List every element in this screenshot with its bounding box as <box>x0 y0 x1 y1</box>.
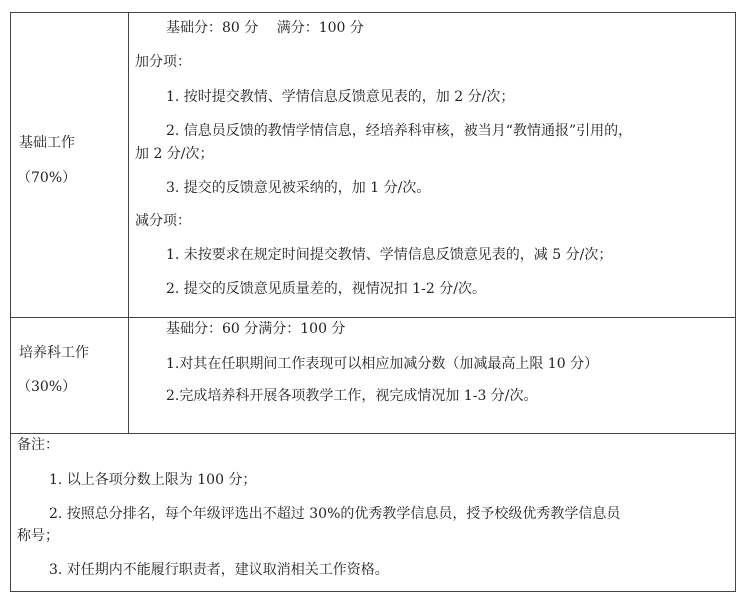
evaluation-table <box>10 12 736 592</box>
remark-item: 2. 按照总分排名，每个年级评选出不超过 30%的优秀教学信息员，授予校级优秀教学信息员 <box>49 506 621 522</box>
section1-sub-heading: 减分项： <box>135 213 191 229</box>
sub-item: 2. 提交的反馈意见质量差的，视情况扣 1-2 分/次。 <box>166 281 486 297</box>
row-divider <box>11 433 735 434</box>
remarks-heading: 备注： <box>17 437 59 453</box>
add-item: 2. 信息员反馈的教情学情信息，经培养科审核，被当月“教情通报”引用的， <box>166 123 633 139</box>
section2-score-line: 基础分：60 分满分：100 分 <box>166 321 346 337</box>
section1-score-line: 基础分：80 分 满分：100 分 <box>166 20 364 36</box>
remark-item-continuation: 称号； <box>17 528 59 544</box>
section2-item: 2.完成培养科开展各项教学工作，视完成情况加 1-3 分/次。 <box>166 388 538 404</box>
remark-item: 3. 对任期内不能履行职责者，建议取消相关工作资格。 <box>49 562 389 578</box>
sub-item: 1. 未按要求在规定时间提交教情、学情信息反馈意见表的，减 5 分/次； <box>166 247 613 263</box>
remark-item: 1. 以上各项分数上限为 100 分； <box>49 472 257 488</box>
add-item: 3. 提交的反馈意见被采纳的，加 1 分/次。 <box>166 180 431 196</box>
section2-label: 培养科工作 <box>19 345 89 361</box>
section1-percent: （70%） <box>17 170 77 186</box>
section1-add-heading: 加分项： <box>135 54 191 70</box>
section2-percent: （30%） <box>17 379 77 395</box>
column-divider <box>128 13 129 433</box>
add-item: 1. 按时提交教情、学情信息反馈意见表的，加 2 分/次； <box>166 89 515 105</box>
section1-label: 基础工作 <box>19 135 75 151</box>
section2-item: 1.对其在任职期间工作表现可以相应加减分数（加减最高上限 10 分） <box>166 356 599 372</box>
add-item-continuation: 加 2 分/次； <box>135 146 214 162</box>
row-divider <box>11 317 735 318</box>
